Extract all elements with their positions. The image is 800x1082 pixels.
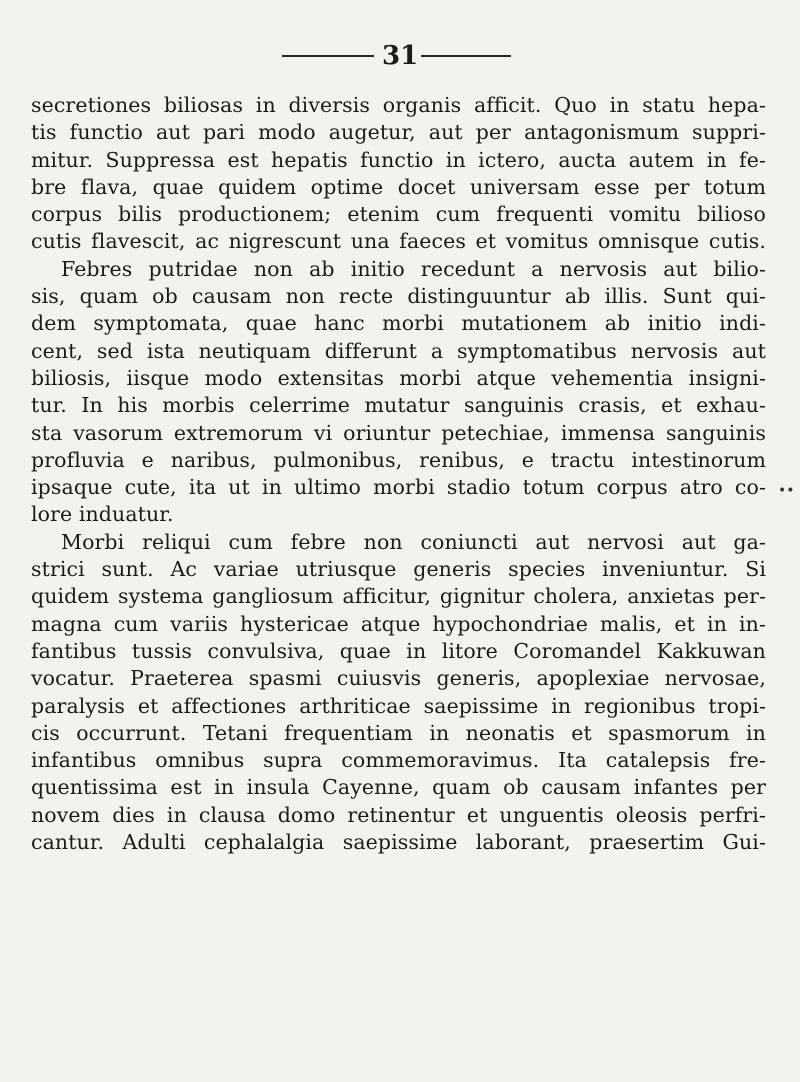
text-line: profluvia e naribus, pulmonibus, renibus, e tractu intestinorum [31,447,766,472]
text-line: quentissima est in insula Cayenne, quam ob causam infantes per [31,775,766,800]
text-line: ipsaque cute, ita ut in ultimo morbi stadio totum corpus atro co- [31,475,766,500]
text-line: cis occurrunt. Tetani frequentiam in neonatis et spasmorum in [31,720,766,745]
text-line: lore induatur. [31,502,174,527]
text-line: tur. In his morbis celerrime mutatur sanguinis crasis, et exhau- [31,393,766,418]
text-line: cutis flavescit, ac nigrescunt una faeces et vomitus omnisque cutis. [31,229,766,254]
text-line: bre flava, quae quidem optime docet universam esse per totum [31,174,766,199]
header-rule-left [282,55,374,57]
page-number: 31 [382,41,419,71]
margin-mark: •• [778,483,795,499]
body-text [31,92,766,856]
text-line: cantur. Adulti cephalalgia saepissime laborant, praesertim Gui- [31,830,766,855]
text-line: tis functio aut pari modo augetur, aut per antagonismum suppri- [31,120,766,145]
text-line: corpus bilis productionem; etenim cum frequenti vomitu bilioso [31,202,766,227]
text-line: sis, quam ob causam non recte distinguuntur ab illis. Sunt qui- [31,284,766,309]
text-line: strici sunt. Ac variae utriusque generis species inveniuntur. Si [31,557,766,582]
text-line: paralysis et affectiones arthriticae saepissime in regionibus tropi- [31,693,766,718]
page-header [0,38,800,74]
text-line: quidem systema gangliosum afficitur, gignitur cholera, anxietas per- [31,584,766,609]
text-line: dem symptomata, quae hanc morbi mutationem ab initio indi- [31,311,766,336]
text-line: Febres putridae non ab initio recedunt a nervosis aut bilio- [61,256,766,281]
text-line: sta vasorum extremorum vi oriuntur petechiae, immensa sanguinis [31,420,766,445]
text-line: secretiones biliosas in diversis organis afficit. Quo in statu hepa- [31,93,766,117]
text-line: magna cum variis hystericae atque hypochondriae malis, et in in- [31,611,766,636]
text-line: cent, sed ista neutiquam differunt a symptomatibus nervosis aut [31,338,766,363]
text-line: infantibus omnibus supra commemoravimus. Ita catalepsis fre- [31,748,766,773]
text-line: fantibus tussis convulsiva, quae in litore Coromandel Kakkuwan [31,638,766,663]
header-rule-right [421,55,511,57]
text-line: biliosis, iisque modo extensitas morbi atque vehementia insigni- [31,365,766,390]
text-line: Morbi reliqui cum febre non coniuncti aut nervosi aut ga- [61,529,766,554]
text-line: vocatur. Praeterea spasmi cuiusvis generis, apoplexiae nervosae, [31,666,766,691]
text-line: novem dies in clausa domo retinentur et unguentis oleosis perfri- [31,802,766,827]
text-line: mitur. Suppressa est hepatis functio in ictero, aucta autem in fe- [31,147,766,172]
